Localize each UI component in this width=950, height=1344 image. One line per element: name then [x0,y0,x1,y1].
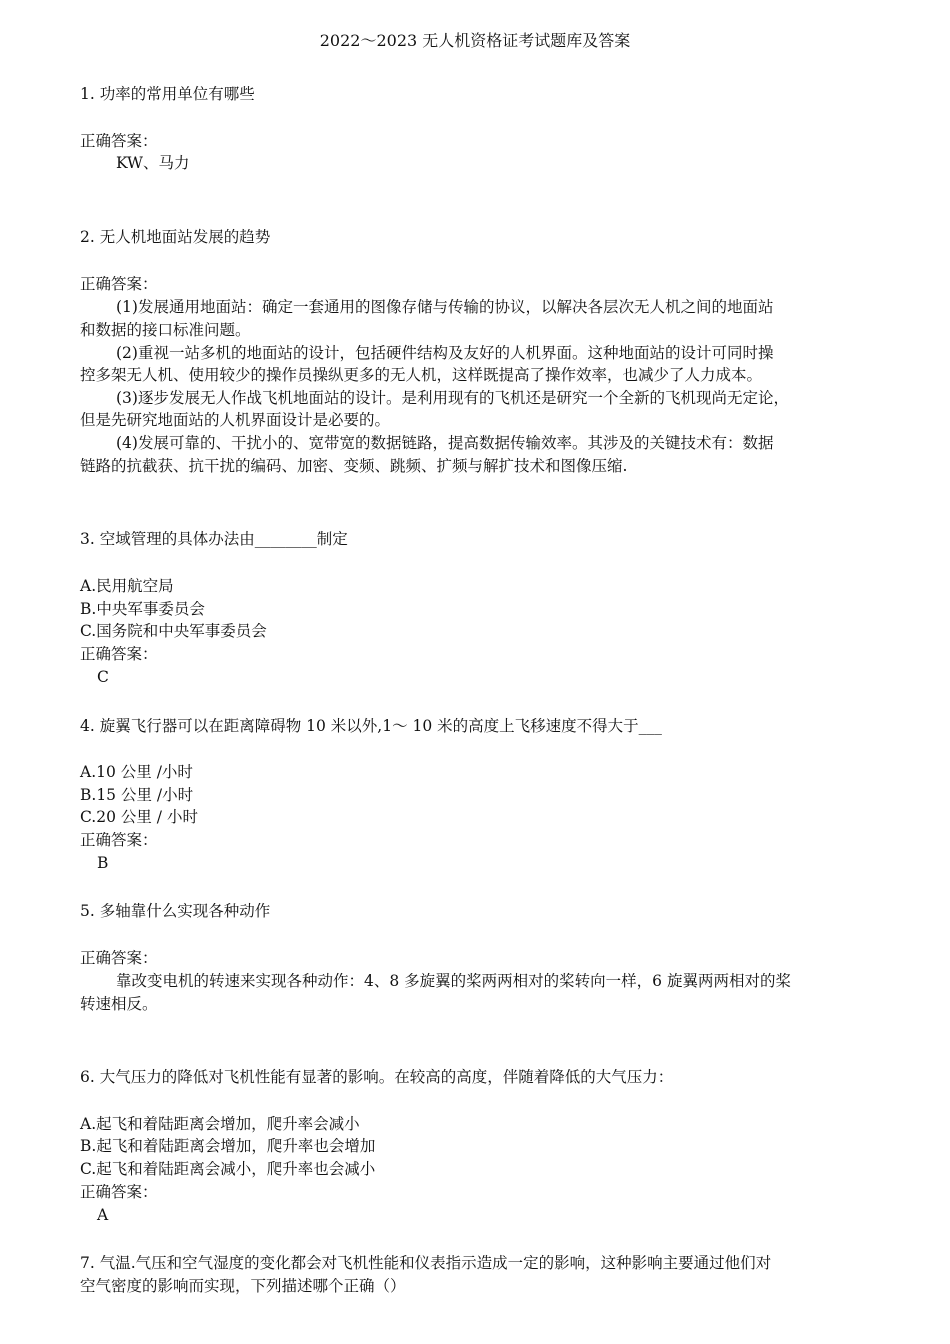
question-5: 5. 多轴靠什么实现各种动作 [80,902,271,920]
answer-2-point-1b: 和数据的接口标准问题。 [80,321,251,339]
option-3b: B.中央军事委员会 [80,600,205,618]
option-4a: A.10 公里 /小时 [80,763,193,781]
answer-6: A [97,1206,109,1224]
option-3a: A.民用航空局 [80,577,174,595]
question-4: 4. 旋翼飞行器可以在距离障碍物 10 米以外,1～ 10 米的高度上飞移速度不得大于___ [80,717,662,735]
question-7a: 7. 气温.气压和空气湿度的变化都会对飞机性能和仪表指示造成一定的影响，这种影响主要通过他们对 [80,1254,772,1272]
answer-label-1: 正确答案： [80,132,158,150]
option-6c: C.起飞和着陆距离会减小，爬升率也会减小 [80,1160,376,1178]
option-6a: A.起飞和着陆距离会增加，爬升率会减小 [80,1115,360,1133]
answer-label-5: 正确答案： [80,949,158,967]
page-title: 2022～2023 无人机资格证考试题库及答案 [319,31,631,50]
answer-3: C [97,668,109,686]
answer-5a: 靠改变电机的转速来实现各种动作：4、8 多旋翼的桨两两相对的桨转向一样，6 旋翼两两相对的桨 [116,972,791,990]
answer-2-point-2a: (2)重视一站多机的地面站的设计，包括硬件结构及友好的人机界面。这种地面站的设计可同时操 [116,344,774,362]
answer-2-point-4b: 链路的抗截获、抗干扰的编码、加密、变频、跳频、扩频与解扩技术和图像压缩. [80,457,628,475]
answer-2-point-1a: (1)发展通用地面站：确定一套通用的图像存储与传输的协议，以解决各层次无人机之间的地面站 [116,298,774,316]
answer-label-4: 正确答案： [80,831,158,849]
option-6b: B.起飞和着陆距离会增加，爬升率也会增加 [80,1137,376,1155]
answer-2-point-3a: (3)逐步发展无人作战飞机地面站的设计。是利用现有的飞机还是研究一个全新的飞机现尚无定论， [116,389,789,407]
answer-2-point-3b: 但是先研究地面站的人机界面设计是必要的。 [80,411,391,429]
answer-2-point-4a: (4)发展可靠的、干扰小的、宽带宽的数据链路，提高数据传输效率。其涉及的关键技术有：数据 [116,434,774,452]
answer-label-6: 正确答案： [80,1183,158,1201]
answer-5b: 转速相反。 [80,995,158,1013]
answer-label-2: 正确答案： [80,275,158,293]
question-7b: 空气密度的影响而实现，下列描述哪个正确（） [80,1277,406,1295]
question-2: 2. 无人机地面站发展的趋势 [80,228,271,246]
answer-4: B [97,854,109,872]
question-3: 3. 空域管理的具体办法由________制定 [80,530,348,548]
answer-label-3: 正确答案： [80,645,158,663]
option-4b: B.15 公里 /小时 [80,786,194,804]
answer-2-point-2b: 控多架无人机、使用较少的操作员操纵更多的无人机，这样既提高了操作效率，也减少了人力成本。 [80,366,763,384]
question-1: 1. 功率的常用单位有哪些 [80,85,255,103]
option-4c: C.20 公里 / 小时 [80,808,198,826]
question-6: 6. 大气压力的降低对飞机性能有显著的影响。在较高的高度，伴随着降低的大气压力： [80,1068,674,1086]
option-3c: C.国务院和中央军事委员会 [80,622,267,640]
answer-1: KW、马力 [116,154,190,172]
